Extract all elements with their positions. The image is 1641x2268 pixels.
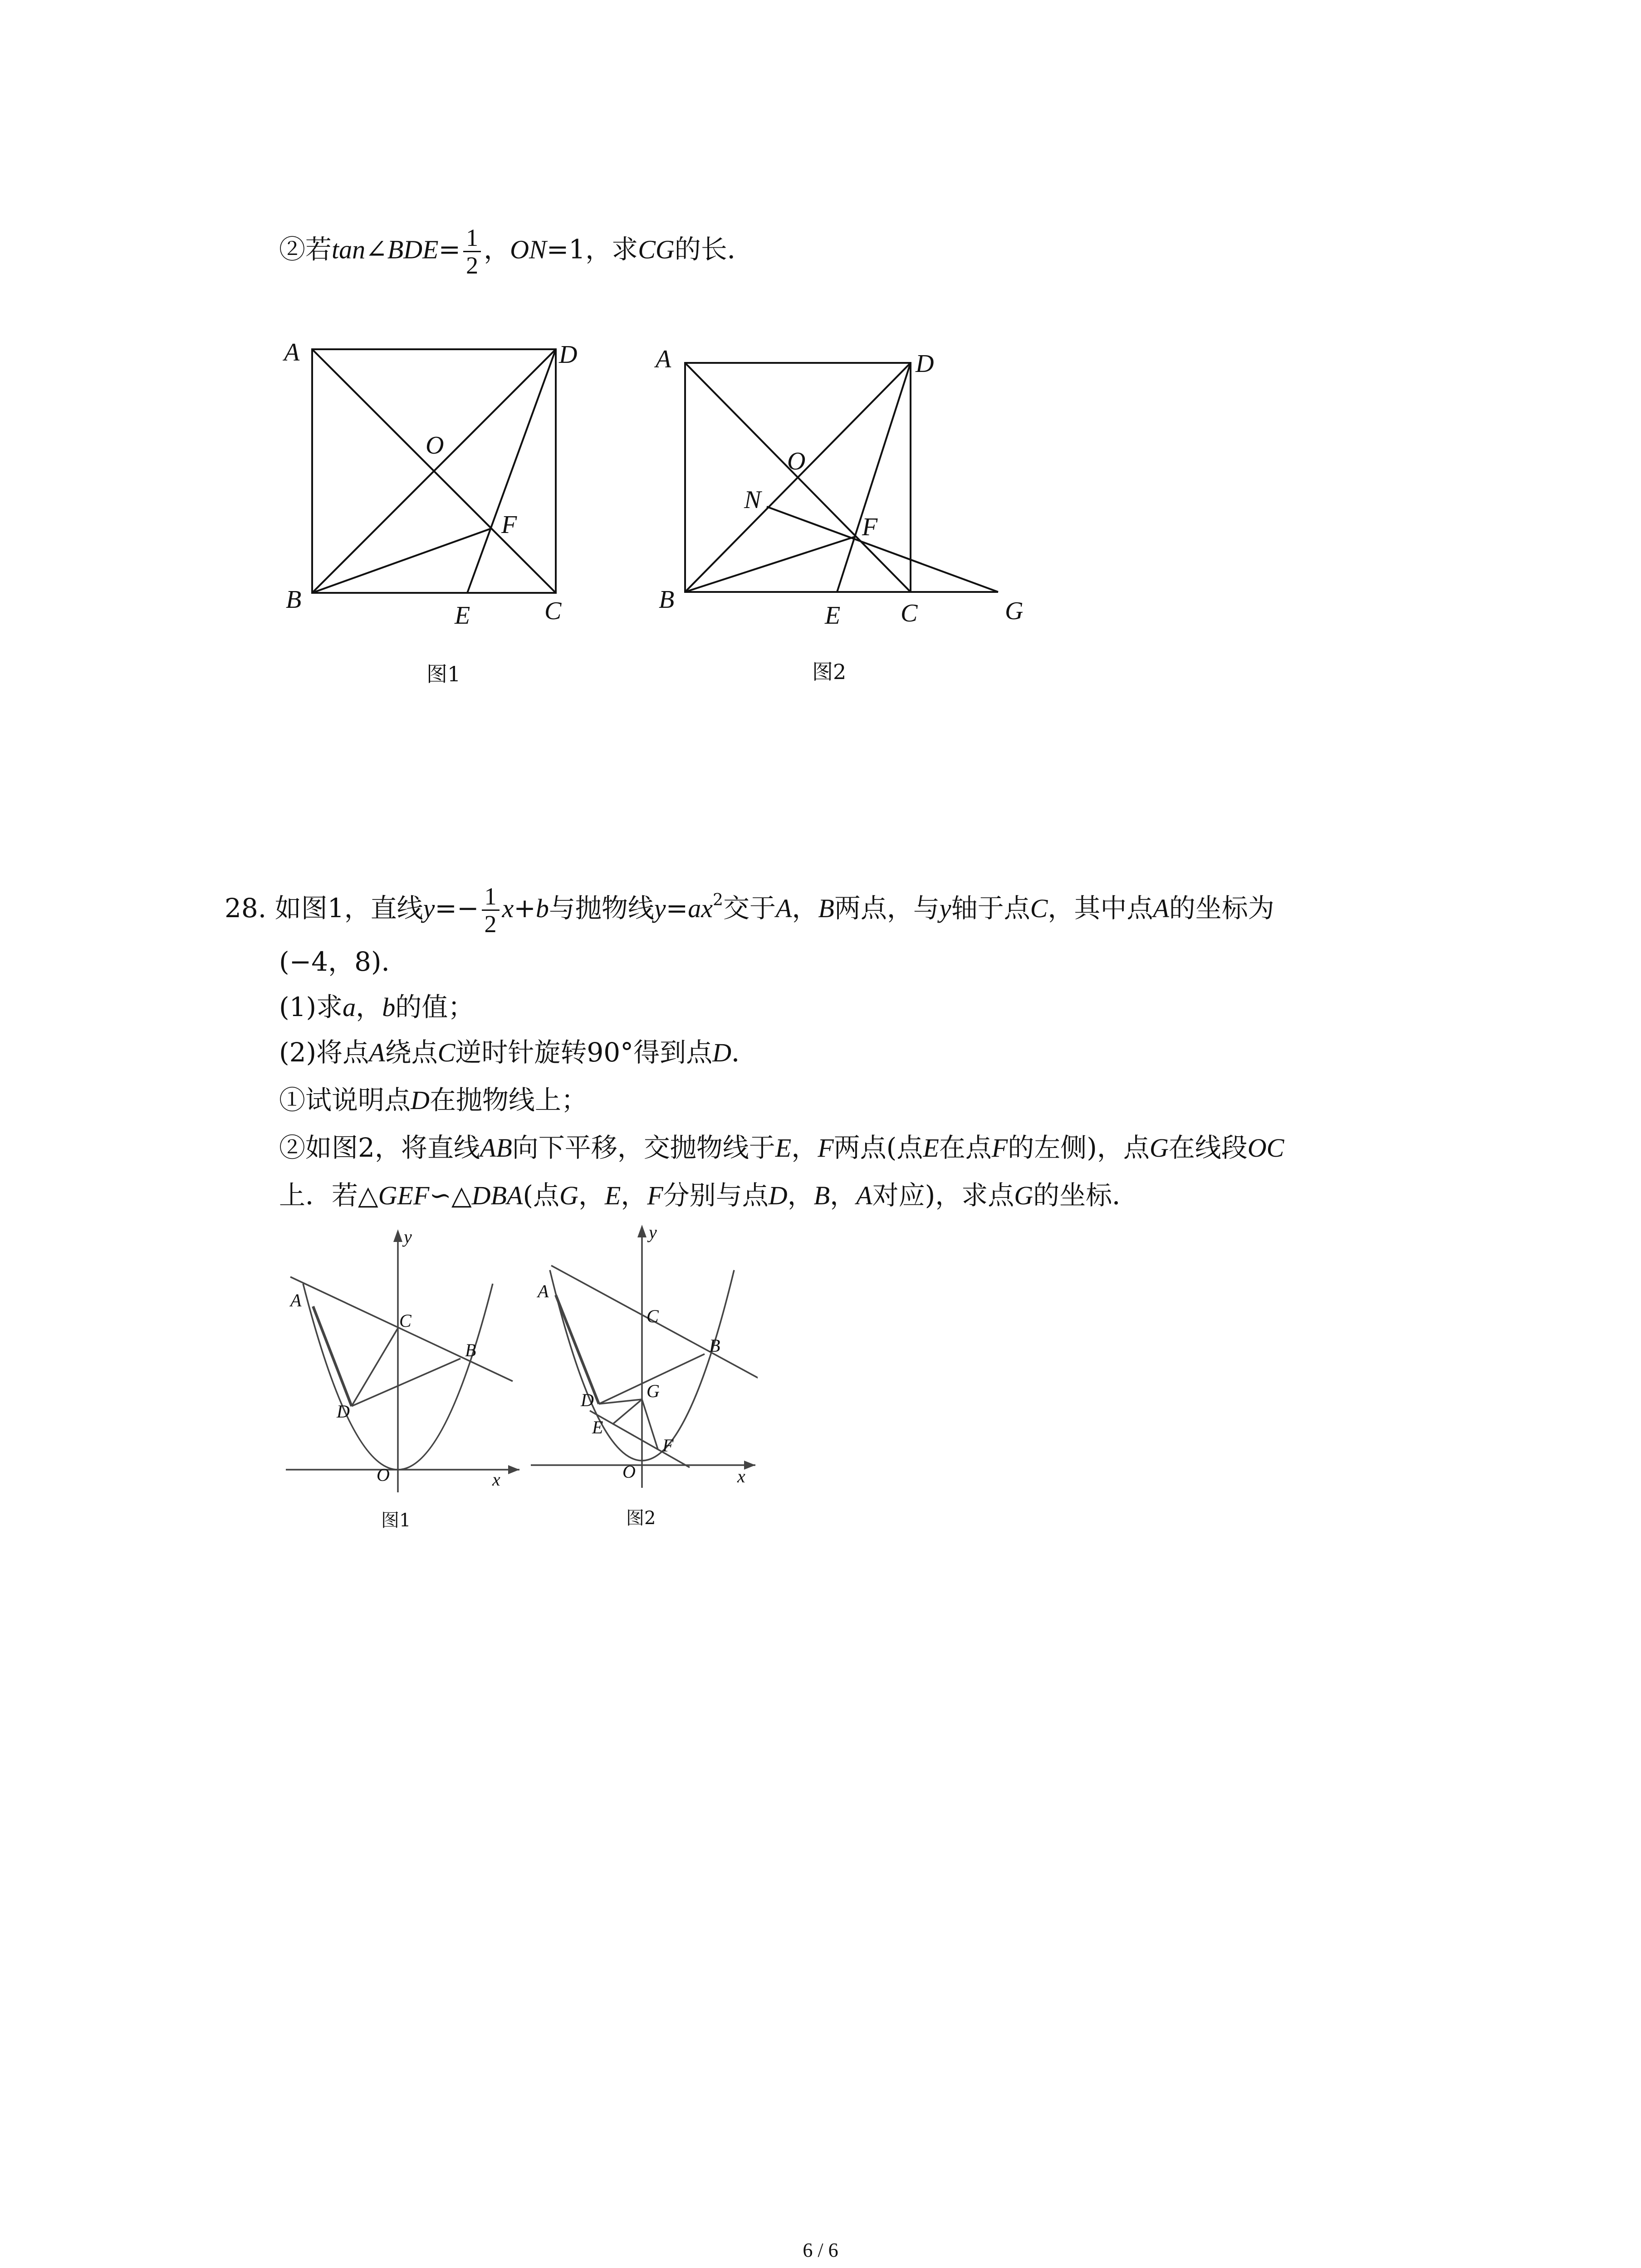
segment-de — [837, 363, 911, 592]
segment-dc — [352, 1328, 398, 1406]
label-a: A — [290, 1290, 302, 1310]
q28-line-3: (1)求a，b的值； — [279, 992, 475, 1022]
label-e: E — [825, 601, 841, 630]
question-number: 28. — [225, 893, 267, 924]
label-o: O — [622, 1461, 636, 1482]
x-axis-arrow — [508, 1465, 519, 1474]
q28-figure-1 — [272, 1220, 526, 1501]
label-o: O — [426, 431, 444, 459]
q28-line-5: ①试说明点D在抛物线上； — [279, 1085, 588, 1115]
label-o: O — [377, 1465, 390, 1485]
label-c: C — [399, 1310, 411, 1331]
label-b: B — [659, 586, 675, 614]
label-b: B — [709, 1335, 720, 1356]
segment-db — [352, 1359, 460, 1406]
q28-figure-2-caption: 图2 — [626, 1508, 656, 1529]
label-c: C — [901, 599, 918, 627]
label-c: C — [647, 1306, 659, 1326]
q28-figure-1-caption: 图1 — [381, 1510, 411, 1531]
segment-bf — [685, 537, 855, 592]
line-ef — [590, 1411, 690, 1467]
segment-ad — [556, 1295, 599, 1404]
fraction-one-half: $\frac{1}{2}$ — [463, 225, 481, 279]
q27-figure-1-caption: 图1 — [426, 662, 461, 686]
label-f: F — [501, 511, 517, 539]
fraction-one-half: $\frac{1}{2}$ — [482, 883, 500, 937]
label-x: x — [737, 1466, 745, 1486]
q28-figure-2 — [522, 1216, 758, 1497]
q28-line-7: 上．若△GEF∽△DBA(点G，E，F分别与点D，B，A对应)，求点G的坐标． — [279, 1180, 1139, 1211]
q28-line-1: 28. 如图1，直线y=− $\frac{1}{2}$ x+b与抛物线$y=ax^2$交于A，B两点，与y轴于点C，其中点A的坐标为 — [225, 883, 1274, 938]
label-c: C — [544, 597, 562, 625]
label-a: A — [284, 338, 300, 367]
label-d: D — [559, 341, 578, 369]
segment-eg — [612, 1399, 642, 1424]
q28-line-4: (2)将点A绕点C逆时针旋转90°得到点D． — [279, 1037, 758, 1068]
q27-figure-1 — [272, 327, 617, 635]
q27-figure-2-caption: 图2 — [812, 660, 847, 684]
y-axis-arrow — [637, 1225, 647, 1237]
q28-line-2: (−4，8)． — [279, 946, 408, 977]
label-o: O — [787, 447, 806, 475]
page-number: 6 / 6 — [803, 2239, 838, 2261]
label-a: A — [656, 345, 671, 373]
label-a: A — [538, 1281, 549, 1301]
label-b: B — [286, 586, 302, 614]
label-d: D — [337, 1401, 350, 1422]
label-y: y — [404, 1227, 412, 1247]
segment-ng — [767, 507, 998, 592]
label-y: y — [649, 1222, 657, 1242]
label-d: D — [581, 1390, 594, 1410]
label-g: G — [1005, 597, 1024, 625]
label-x: x — [492, 1469, 500, 1490]
x-axis-arrow — [744, 1461, 755, 1470]
segment-ad — [313, 1306, 352, 1406]
q27-figure-2 — [644, 331, 1043, 635]
q27-part2-text: ②若tan∠BDE= $\frac{1}{2}$ ，ON=1，求CG的长． — [279, 224, 754, 279]
segment-bf — [312, 528, 491, 593]
label-n: N — [744, 486, 761, 514]
label-f: F — [662, 1435, 674, 1456]
q28-line-6: ②如图2，将直线AB向下平移，交抛物线于E，F两点(点E在点F的左侧)，点G在线段OC — [279, 1132, 1284, 1163]
label-e: E — [455, 601, 470, 630]
segment-de — [467, 349, 556, 593]
label-d: D — [916, 350, 934, 378]
label-f: F — [862, 513, 878, 541]
y-axis-arrow — [393, 1229, 402, 1242]
label-e: E — [592, 1417, 603, 1437]
label-b: B — [465, 1340, 476, 1360]
label-g: G — [647, 1381, 660, 1401]
